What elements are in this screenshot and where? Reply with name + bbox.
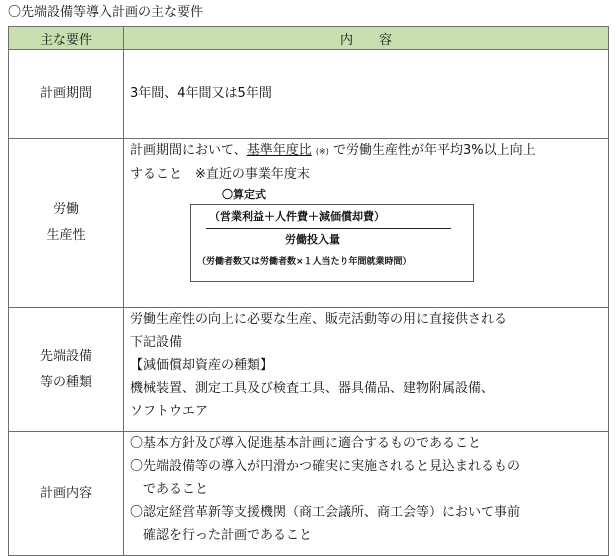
formula-block bbox=[130, 188, 604, 284]
plan-line5: 確認を行った計画であること bbox=[143, 528, 313, 543]
formula-heading: 〇算定式 bbox=[222, 188, 266, 201]
productivity-line1 bbox=[130, 139, 604, 163]
content-period bbox=[124, 50, 609, 139]
productivity-text-a: 計画期間において、 bbox=[130, 143, 247, 158]
page-title: 〇先端設備等導入計画の主な要件 bbox=[8, 5, 204, 20]
equipment-line4: 機械装置、測定工具及び検査工具、器具備品、建物附属設備、 bbox=[130, 381, 495, 396]
header-requirement: 主な要件 bbox=[9, 27, 124, 50]
equipment-line5: ソフトウエア bbox=[130, 404, 209, 419]
plan-line2: 〇先端設備等の導入が円滑かつ確実に実施されると見込まれるもの bbox=[130, 459, 521, 474]
label-productivity bbox=[9, 139, 124, 308]
period-text: 3年間、4年間又は5年間 bbox=[130, 86, 272, 101]
label-period: 計画期間 bbox=[9, 50, 124, 139]
formula-denominator: 労働投入量 bbox=[285, 233, 340, 246]
content-productivity bbox=[124, 139, 609, 308]
label-equipment-line1: 先端設備 bbox=[39, 348, 92, 364]
formula-note: （労働者数又は労働者数×１人当たり年間就業時間） bbox=[197, 257, 412, 267]
label-productivity-line1: 労働 bbox=[52, 202, 79, 217]
equipment-line2: 下記設備 bbox=[130, 335, 183, 350]
plan-line3: であること bbox=[143, 482, 209, 497]
header-row bbox=[9, 27, 609, 50]
row-plan-content bbox=[9, 432, 609, 556]
equipment-line1: 労働生産性の向上に必要な生産、販売活動等の用に直接供される bbox=[130, 312, 508, 327]
plan-line4: 〇認定経営革新等支援機関（商工会議所、商工会等）において事前 bbox=[130, 505, 521, 520]
productivity-text-d: で労働生産性が年平均3%以上向上 bbox=[328, 143, 536, 158]
baseline-ratio-text: 基準年度比 bbox=[246, 143, 312, 158]
productivity-line2: すること ※直近の事業年度末 bbox=[130, 167, 310, 182]
content-plan bbox=[124, 432, 609, 556]
content-equipment bbox=[124, 308, 609, 432]
fraction-line bbox=[206, 228, 451, 229]
plan-line1: 〇基本方針及び導入促進基本計画に適合するものであること bbox=[130, 436, 482, 451]
label-plan-content: 計画内容 bbox=[9, 432, 124, 556]
row-productivity bbox=[9, 139, 609, 308]
formula-box bbox=[190, 204, 474, 282]
formula-numerator: （営業利益＋人件費＋減価償却費） bbox=[209, 210, 385, 223]
row-period bbox=[9, 50, 609, 139]
row-equipment bbox=[9, 308, 609, 432]
label-equipment bbox=[9, 308, 124, 432]
label-productivity-line2: 生産性 bbox=[46, 228, 86, 243]
equipment-line3: 【減価償却資産の種類】 bbox=[130, 358, 274, 373]
note-mark: (※) bbox=[315, 147, 329, 156]
requirements-table bbox=[8, 26, 609, 556]
label-equipment-line2: 等の種類 bbox=[39, 374, 92, 390]
header-content: 内 容 bbox=[124, 27, 609, 50]
